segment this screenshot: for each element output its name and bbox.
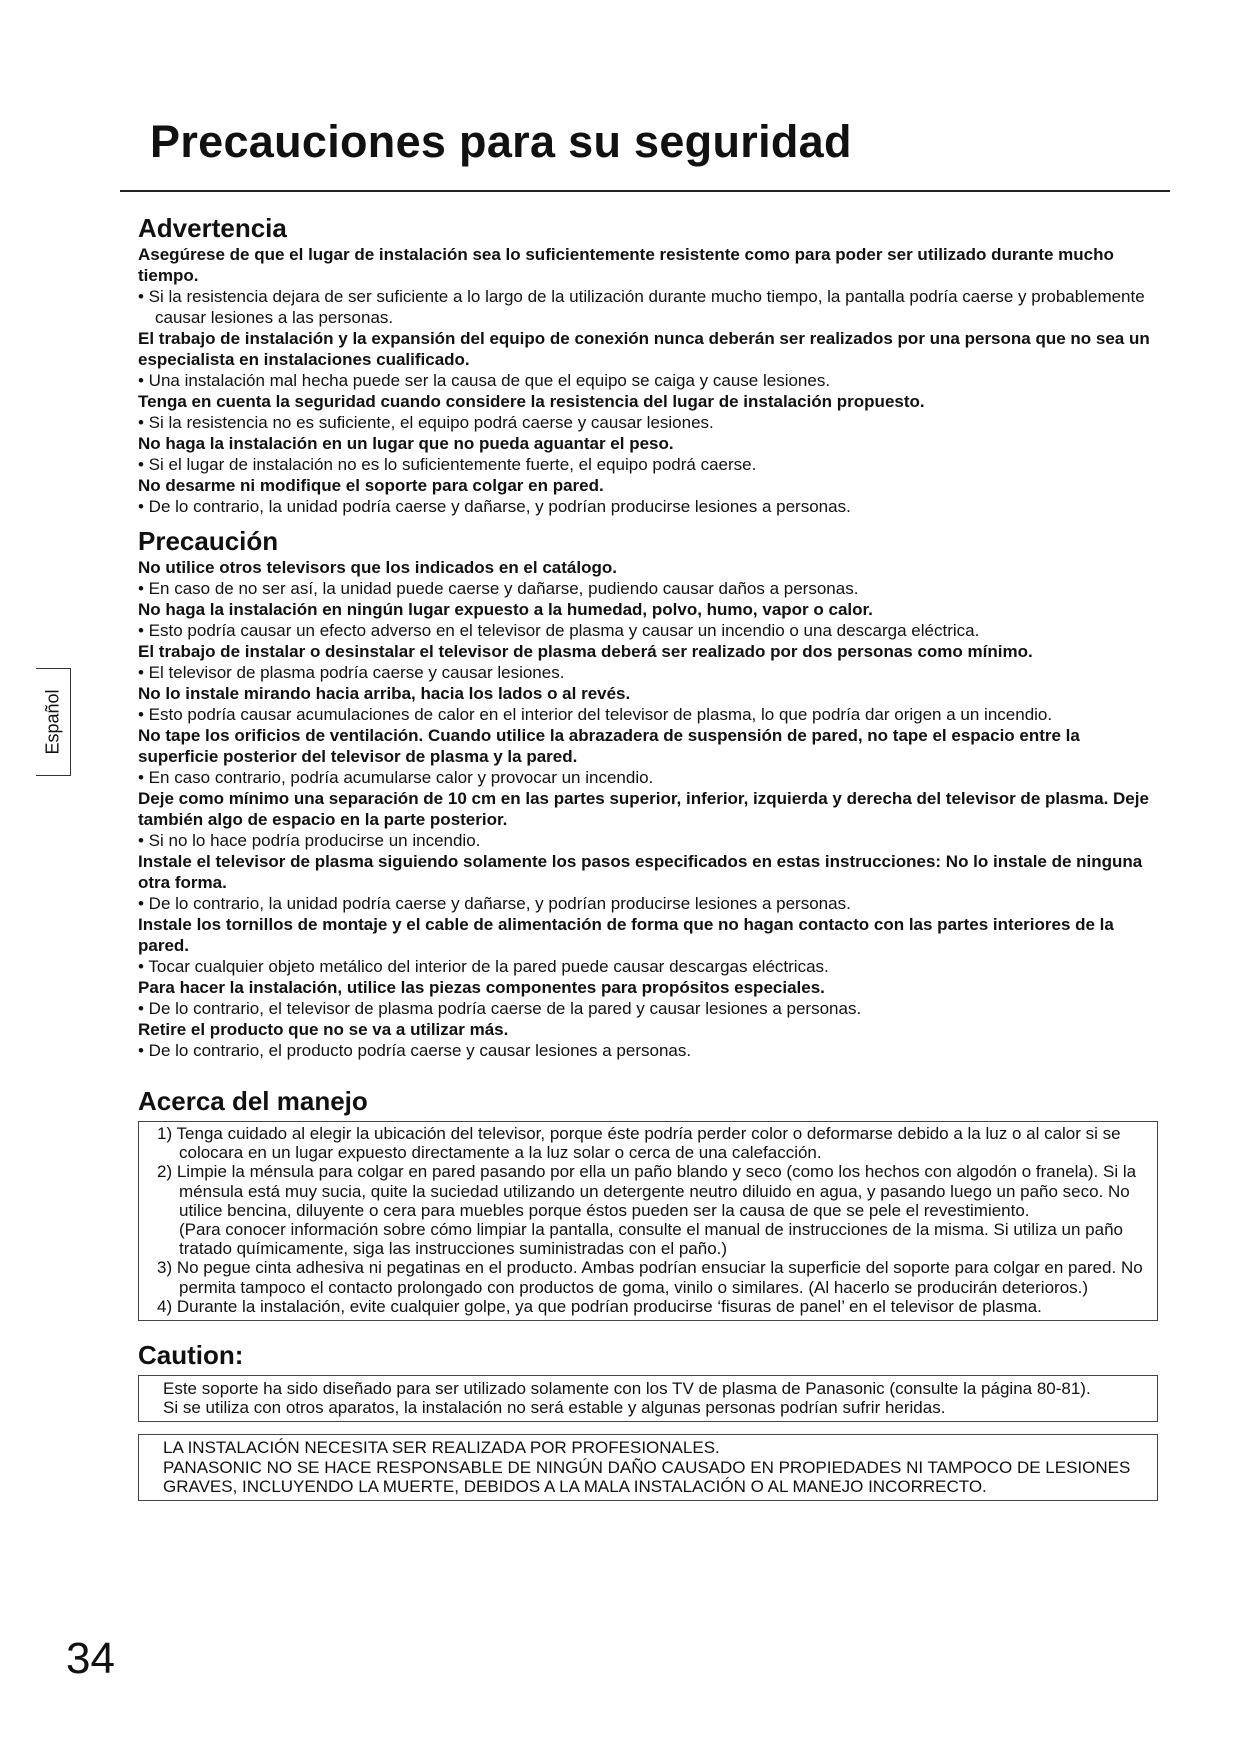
- warning-statement: Instale los tornillos de montaje y el cable de alimentación de forma que no hagan contacto con las partes interiores de la pared.: [138, 915, 1114, 955]
- warning-consequence: • En caso contrario, podría acumularse calor y provocar un incendio.: [138, 768, 654, 787]
- manejo-item: 4) Durante la instalación, evite cualquier golpe, ya que podrían producirse ‘fisuras de panel’ en el televisor de plasma.: [157, 1296, 1042, 1316]
- caution-box: [138, 1375, 1158, 1422]
- content: [138, 212, 1158, 1501]
- warning-statement: No tape los orificios de ventilación. Cuando utilice la abrazadera de suspensión de pared, no tape el espacio entre la superficie posterior del televisor de plasma y la pared.: [138, 726, 1080, 766]
- warning-consequence: • Si no lo hace podría producirse un incendio.: [138, 831, 481, 850]
- language-side-tab: [36, 668, 71, 776]
- warning-statement: Retire el producto que no se va a utilizar más.: [138, 1020, 509, 1039]
- warning-statement: Deje como mínimo una separación de 10 cm en las partes superior, inferior, izquierda y derecha del televisor de plasma. Deje también algo de espacio en la parte posterior.: [138, 789, 1149, 829]
- manejo-section: [138, 1085, 1158, 1321]
- notice-text: LA INSTALACIÓN NECESITA SER REALIZADA POR PROFESIONALES.: [163, 1438, 720, 1458]
- warning-statement: No utilice otros televisors que los indicados en el catálogo.: [138, 558, 617, 577]
- warning-consequence: • De lo contrario, el televisor de plasma podría caerse de la pared y causar lesiones a personas.: [138, 999, 862, 1018]
- warning-consequence: • Si el lugar de instalación no es lo suficientemente fuerte, el equipo podrá caerse.: [138, 455, 757, 474]
- warning-consequence: • En caso de no ser así, la unidad puede caerse y dañarse, pudiendo causar daños a personas.: [138, 579, 859, 598]
- warning-statement: Tenga en cuenta la seguridad cuando considere la resistencia del lugar de instalación propuesto.: [138, 392, 925, 411]
- warning-statement: No haga la instalación en un lugar que no pueda aguantar el peso.: [138, 434, 674, 453]
- caution-text: Este soporte ha sido diseñado para ser utilizado solamente con los TV de plasma de Panasonic (consulte la página 80-81).: [163, 1379, 1091, 1399]
- warning-statement: No haga la instalación en ningún lugar expuesto a la humedad, polvo, humo, vapor o calor.: [138, 600, 873, 619]
- warning-consequence: • De lo contrario, la unidad podría caerse y dañarse, y podrían producirse lesiones a personas.: [138, 497, 851, 516]
- warning-statement: No desarme ni modifique el soporte para colgar en pared.: [138, 476, 604, 495]
- manejo-item: 1) Tenga cuidado al elegir la ubicación del televisor, porque éste podría perder color o deformarse debido a la luz o al calor si se colocara en un lugar expuesto directamente a la luz solar o cerca de una calefacción.: [157, 1124, 1121, 1163]
- manejo-item: 2) Limpie la ménsula para colgar en pared pasando por ella un paño blando y seco (como los hechos con algodón o franela). Si la ménsula está muy sucia, quite la suciedad utilizando un detergente neutro diluido en agua, y pasando luego un paño seco. No utilice bencina, diluyente o cera para muebles porque éstos pueden ser la causa de que se pele el revestimiento.: [157, 1162, 1137, 1220]
- warning-consequence: • Si la resistencia dejara de ser suficiente a lo largo de la utilización durante mucho tiempo, la pantalla podría caerse y probablemente causar lesiones a las personas.: [138, 287, 1145, 327]
- warning-consequence: • Esto podría causar un efecto adverso en el televisor de plasma y causar un incendio o una descarga eléctrica.: [138, 621, 980, 640]
- precaucion-list: [138, 557, 1158, 1061]
- warning-consequence: • Si la resistencia no es suficiente, el equipo podrá caerse y causar lesiones.: [138, 413, 714, 432]
- warning-statement: El trabajo de instalar o desinstalar el televisor de plasma deberá ser realizado por dos personas como mínimo.: [138, 642, 1033, 661]
- warning-consequence: • Esto podría causar acumulaciones de calor en el interior del televisor de plasma, lo que podría dar origen a un incendio.: [138, 705, 1053, 724]
- advertencia-section: [138, 212, 1158, 517]
- page-number: 34: [66, 1634, 115, 1683]
- precaucion-section: [138, 525, 1158, 1061]
- warning-statement: El trabajo de instalación y la expansión del equipo de conexión nunca deberán ser realizados por una persona que no sea un especialista en instalaciones cualificado.: [138, 329, 1150, 369]
- advertencia-heading: Advertencia: [138, 213, 287, 243]
- warning-consequence: • El televisor de plasma podría caerse y causar lesiones.: [138, 663, 565, 682]
- warning-consequence: • Tocar cualquier objeto metálico del interior de la pared puede causar descargas eléctricas.: [138, 957, 829, 976]
- advertencia-list: [138, 244, 1158, 517]
- caution-text: Si se utiliza con otros aparatos, la instalación no será estable y algunas personas podrían sufrir heridas.: [163, 1398, 946, 1418]
- warning-statement: Para hacer la instalación, utilice las piezas componentes para propósitos especiales.: [138, 978, 825, 997]
- manejo-item: 3) No pegue cinta adhesiva ni pegatinas en el producto. Ambas podrían ensuciar la superficie del soporte para colgar en pared. No permita tampoco el contacto prolongado con productos de goma, vinilo o similares. (Al hacerlo se producirán deterioros.): [157, 1258, 1143, 1297]
- warning-statement: Asegúrese de que el lugar de instalación sea lo suficientemente resistente como para poder ser utilizado durante mucho tiempo.: [138, 245, 1114, 285]
- warning-consequence: • De lo contrario, el producto podría caerse y causar lesiones a personas.: [138, 1041, 692, 1060]
- language-label: Español: [42, 689, 63, 755]
- warning-statement: No lo instale mirando hacia arriba, hacia los lados o al revés.: [138, 684, 631, 703]
- caution-section: [138, 1339, 1158, 1501]
- professional-notice-box: [138, 1434, 1158, 1501]
- warning-consequence: • Una instalación mal hecha puede ser la causa de que el equipo se caiga y cause lesiones.: [138, 371, 831, 390]
- notice-text: PANASONIC NO SE HACE RESPONSABLE DE NINGÚN DAÑO CAUSADO EN PROPIEDADES NI TAMPOCO DE LESIONES GRAVES, INCLUYENDO LA MUERTE, DEBIDOS A LA MALA INSTALACIÓN O AL MANEJO INCORRECTO.: [163, 1457, 1131, 1496]
- title-divider: [120, 190, 1170, 192]
- warning-statement: Instale el televisor de plasma siguiendo solamente los pasos especificados en estas instrucciones: No lo instale de ninguna otra forma.: [138, 852, 1143, 892]
- manejo-box: [138, 1121, 1158, 1321]
- warning-consequence: • De lo contrario, la unidad podría caerse y dañarse, y podrían producirse lesiones a personas.: [138, 894, 851, 913]
- precaucion-heading: Precaución: [138, 526, 279, 556]
- manejo-heading: Acerca del manejo: [138, 1086, 368, 1116]
- page-title: Precauciones para su seguridad: [150, 116, 852, 167]
- caution-heading: Caution:: [138, 1340, 244, 1371]
- manejo-item-note: (Para conocer información sobre cómo limpiar la pantalla, consulte el manual de instrucciones de la misma. Si utiliza un paño tratado químicamente, siga las instrucciones suministradas con el paño.): [179, 1220, 1123, 1259]
